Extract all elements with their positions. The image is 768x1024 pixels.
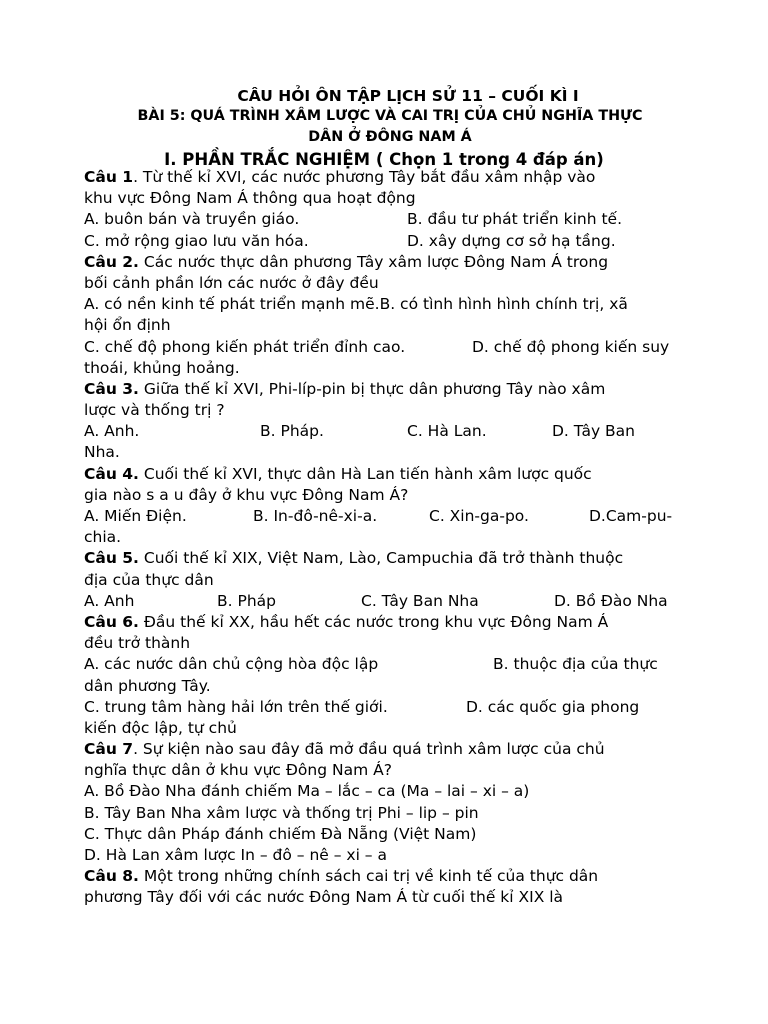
answer-d: D.Cam-pu- — [589, 507, 673, 525]
answer-c: C. trung tâm hàng hải lớn trên thế giới. — [84, 697, 388, 716]
answer-b: B. Tây Ban Nha xâm lược và thống trị Phi – lip – pin — [84, 803, 479, 822]
answer-b: B. Pháp — [217, 591, 276, 610]
answer-row — [84, 591, 704, 612]
question-1 — [84, 167, 704, 252]
question-label: Câu 5. — [84, 549, 139, 568]
answer-c: C. mở rộng giao lưu văn hóa. — [84, 231, 309, 250]
answer-d: D. Bồ Đào Nha — [554, 591, 668, 610]
answer-d-continued: kiến độc lập, tự chủ — [84, 718, 237, 737]
answer-b: B. Pháp. — [260, 422, 324, 441]
answer-a: A. buôn bán và truyền giáo. — [84, 210, 300, 229]
answer-d: D. xây dựng cơ sở hạ tầng. — [407, 231, 616, 250]
question-7 — [84, 739, 704, 866]
answer-row — [84, 209, 704, 230]
answer-row — [84, 654, 704, 675]
answer-a: A. các nước dân chủ cộng hòa độc lập — [84, 655, 379, 674]
question-6 — [84, 612, 704, 739]
answer-c: C. Hà Lan. — [407, 422, 487, 441]
question-text-continued: đều trở thành — [84, 634, 191, 653]
question-text-continued: gia nào s a u đây ở khu vực Đông Nam Á? — [84, 485, 409, 504]
question-label: Câu 1 — [84, 168, 134, 186]
answer-b: B. In-đô-nê-xi-a. — [253, 507, 378, 525]
question-stem — [84, 252, 704, 273]
question-label: Câu 4. — [84, 464, 139, 483]
question-stem — [84, 612, 704, 633]
answer-d: D. Tây Ban — [552, 422, 636, 441]
question-label: Câu 6. — [84, 612, 139, 631]
answer-c: C. Xin-ga-po. — [429, 507, 529, 525]
question-stem — [84, 167, 704, 188]
question-text: Một trong những chính sách cai trị về kinh tế của thực dân — [138, 867, 599, 886]
answer-a: A. Anh — [84, 591, 135, 610]
answer-b: B. thuộc địa của thực — [493, 655, 658, 674]
answer-a: A. Bồ Đào Nha đánh chiếm Ma – lắc – ca (Ma – lai – xi – a) — [84, 782, 530, 801]
question-3 — [84, 379, 704, 464]
answer-b-continued: dân phương Tây. — [84, 676, 211, 695]
question-label: Câu 2. — [84, 252, 139, 271]
answer-row — [84, 506, 704, 527]
answer-a: A. Anh. — [84, 422, 140, 441]
question-text: Các nước thực dân phương Tây xâm lược Đông Nam Á trong — [138, 252, 609, 271]
question-label: Câu 7 — [84, 740, 134, 759]
answer-d-continued: chia. — [84, 528, 122, 547]
answer-row — [84, 421, 704, 442]
question-text: Đầu thế kỉ XX, hầu hết các nước trong khu vực Đông Nam Á — [138, 612, 609, 631]
answer-d-continued: Nha. — [84, 443, 120, 462]
section-heading: I. PHẦN TRẮC NGHIỆM ( Chọn 1 trong 4 đáp án) — [164, 150, 604, 169]
question-text-continued: phương Tây đối với các nước Đông Nam Á từ cuối thế kỉ XIX là — [84, 888, 564, 907]
question-list — [84, 167, 704, 909]
answer-d-continued: thoái, khủng hoảng. — [84, 358, 240, 377]
question-text-continued: bối cảnh phần lớn các nước ở đây đều — [84, 273, 379, 292]
document-title: CÂU HỎI ÔN TẬP LỊCH SỬ 11 – CUỐI KÌ I — [237, 87, 579, 105]
answer-d: D. các quốc gia phong — [466, 697, 640, 716]
question-stem — [84, 464, 704, 485]
answer-a: A. Miến Điện. — [84, 507, 187, 525]
answer-c: C. chế độ phong kiến phát triển đỉnh cao. — [84, 337, 406, 356]
question-8 — [84, 866, 704, 908]
question-5 — [84, 548, 704, 612]
question-text-continued: khu vực Đông Nam Á thông qua hoạt động — [84, 189, 416, 208]
question-text: Cuối thế kỉ XVI, thực dân Hà Lan tiến hành xâm lược quốc — [138, 464, 592, 483]
answer-row — [84, 697, 704, 718]
lesson-title-line-1: BÀI 5: QUÁ TRÌNH XÂM LƯỢC VÀ CAI TRỊ CỦA CHỦ NGHĨA THỰC — [137, 108, 643, 124]
answer-row — [84, 337, 704, 358]
answer-b: B. đầu tư phát triển kinh tế. — [407, 210, 623, 229]
question-label: Câu 3. — [84, 379, 139, 398]
answer-d: D. Hà Lan xâm lược In – đô – nê – xi – a — [84, 846, 387, 864]
question-2 — [84, 252, 704, 379]
lesson-title — [80, 106, 700, 147]
question-text: Giữa thế kỉ XVI, Phi-líp-pin bị thực dân phương Tây nào xâm — [138, 379, 606, 398]
question-stem — [84, 548, 704, 569]
answer-row — [84, 231, 704, 252]
question-stem — [84, 379, 704, 400]
answer-b-continued: hội ổn định — [84, 316, 171, 335]
question-text-continued: lược và thống trị ? — [84, 401, 225, 420]
question-stem — [84, 739, 704, 760]
question-stem — [84, 866, 704, 887]
answer-c: C. Thực dân Pháp đánh chiếm Đà Nẵng (Việt Nam) — [84, 824, 477, 843]
question-text-continued: nghĩa thực dân ở khu vực Đông Nam Á? — [84, 761, 392, 780]
question-text: . Từ thế kỉ XVI, các nước phương Tây bắt đầu xâm nhập vào — [133, 168, 596, 186]
lesson-title-line-2: DÂN Ở ĐÔNG NAM Á — [308, 128, 472, 145]
question-4 — [84, 464, 704, 549]
answer-c: C. Tây Ban Nha — [361, 591, 479, 610]
question-label: Câu 8. — [84, 867, 139, 886]
answer-d: D. chế độ phong kiến suy — [472, 337, 670, 356]
answer-a-b: A. có nền kinh tế phát triển mạnh mẽ.B. có tình hình hình chính trị, xã — [84, 295, 628, 314]
question-text: . Sự kiện nào sau đây đã mở đầu quá trình xâm lược của chủ — [133, 740, 605, 759]
question-text-continued: địa của thực dân — [84, 570, 214, 589]
question-text: Cuối thế kỉ XIX, Việt Nam, Lào, Campuchia đã trở thành thuộc — [138, 549, 624, 568]
